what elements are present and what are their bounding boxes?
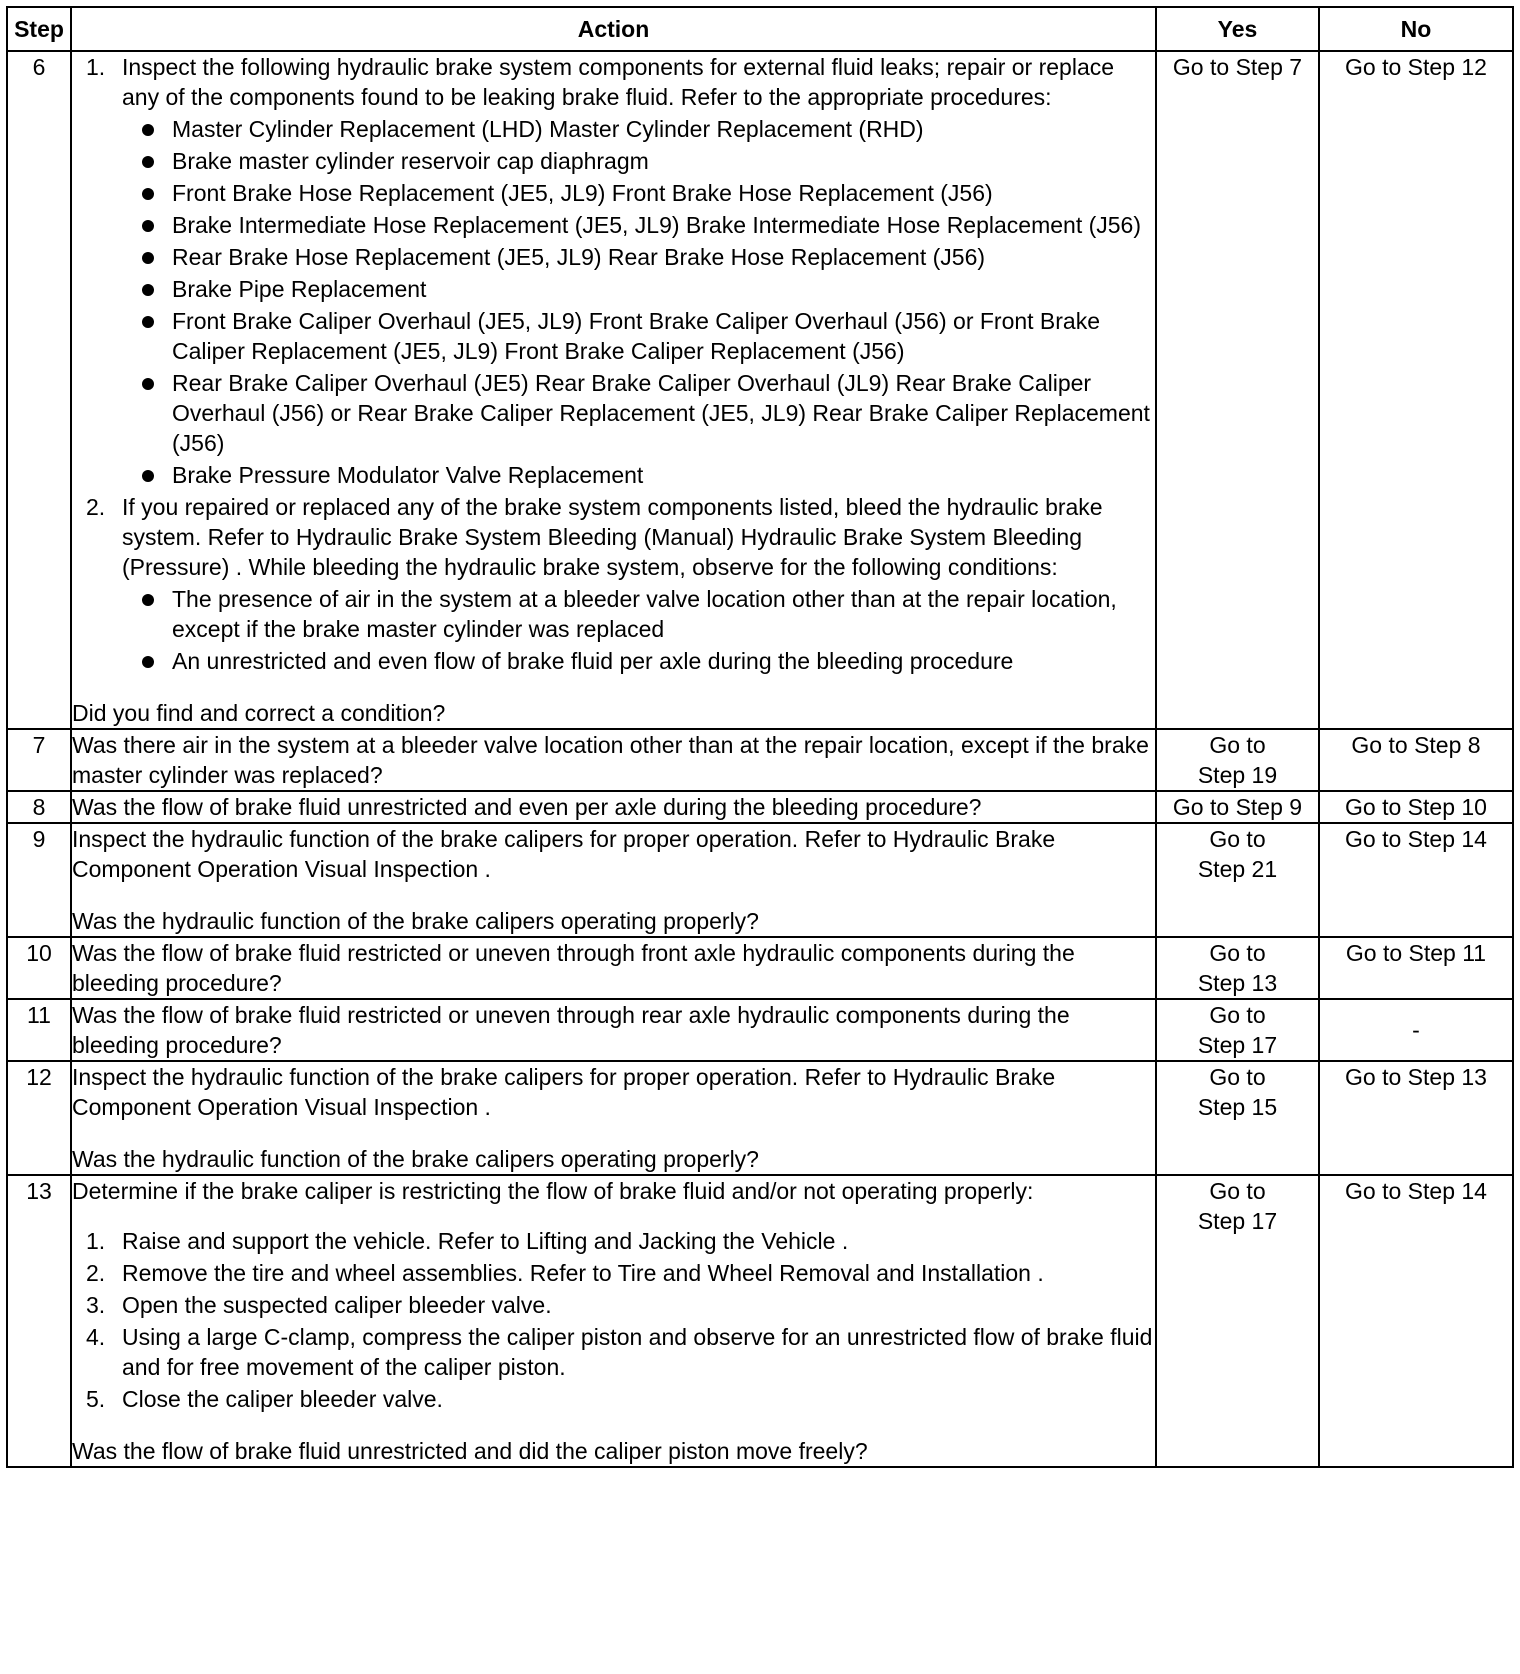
bullet-item	[72, 146, 1155, 176]
action-intro: Inspect the hydraulic function of the brake calipers for proper operation. Refer to Hydraulic Brake Component Operation Visual Inspection .	[72, 826, 1056, 882]
action-cell	[71, 999, 1156, 1061]
action-intro: Inspect the hydraulic function of the brake calipers for proper operation. Refer to Hydraulic Brake Component Operation Visual Inspection .	[72, 1064, 1056, 1120]
action-intro: Determine if the brake caliper is restricting the flow of brake fluid and/or not operating properly:	[72, 1178, 1034, 1204]
step-number: 7	[7, 729, 71, 791]
list-item	[72, 1384, 1155, 1414]
list-item-number: 2.	[86, 494, 106, 520]
action-cell	[71, 729, 1156, 791]
no-cell	[1319, 729, 1513, 791]
no-result: Go to Step 14	[1345, 1178, 1487, 1204]
action-question: Was the flow of brake fluid restricted or uneven through rear axle hydraulic components during the bleeding procedure?	[72, 1002, 1070, 1058]
list-item	[72, 52, 1155, 490]
bullet-icon	[142, 188, 154, 200]
yes-result: Go to Step 17	[1197, 1178, 1278, 1234]
header-row	[7, 7, 1513, 51]
list-item-number: 3.	[86, 1292, 106, 1318]
bullet-icon	[142, 470, 154, 482]
yes-cell	[1156, 937, 1319, 999]
bullet-item	[72, 274, 1155, 304]
bullet-text: Rear Brake Caliper Overhaul (JE5) Rear Brake Caliper Overhaul (JL9) Rear Brake Caliper Overhaul (J56) or Rear Brake Caliper Replacement (JE5, JL9) Rear Brake Caliper Replacement (J56)	[172, 370, 1150, 456]
no-cell	[1319, 1061, 1513, 1175]
bullet-icon	[142, 656, 154, 668]
bullet-text: An unrestricted and even flow of brake fluid per axle during the bleeding procedure	[172, 648, 1014, 674]
action-cell	[71, 937, 1156, 999]
list-item-number: 5.	[86, 1386, 106, 1412]
bullet-icon	[142, 220, 154, 232]
step-number: 13	[7, 1175, 71, 1467]
bullet-icon	[142, 316, 154, 328]
table-row	[7, 1061, 1513, 1175]
bullet-list	[122, 114, 1155, 490]
table-body	[7, 51, 1513, 1467]
bullet-icon	[142, 284, 154, 296]
bullet-item	[72, 646, 1155, 676]
action-cell	[71, 1175, 1156, 1467]
bullet-item	[72, 306, 1155, 366]
yes-result: Go to Step 15	[1197, 1064, 1278, 1120]
list-item-number: 1.	[86, 54, 106, 80]
diagnostic-table-container	[6, 6, 1512, 1468]
diagnostic-table	[6, 6, 1514, 1468]
action-cell	[71, 1061, 1156, 1175]
bullet-text: The presence of air in the system at a bleeder valve location other than at the repair location, except if the brake master cylinder was replaced	[172, 586, 1117, 642]
no-cell	[1319, 823, 1513, 937]
no-cell	[1319, 999, 1513, 1061]
action-cell	[71, 791, 1156, 823]
yes-cell	[1156, 999, 1319, 1061]
yes-result: Go to Step 9	[1172, 794, 1303, 820]
bullet-text: Master Cylinder Replacement (LHD) Master Cylinder Replacement (RHD)	[172, 116, 924, 142]
yes-cell	[1156, 791, 1319, 823]
no-cell	[1319, 937, 1513, 999]
list-item-number: 2.	[86, 1260, 106, 1286]
bullet-item	[72, 114, 1155, 144]
list-item-number: 4.	[86, 1324, 106, 1350]
action-cell	[71, 823, 1156, 937]
table-row	[7, 51, 1513, 729]
bullet-icon	[142, 252, 154, 264]
bullet-list	[122, 584, 1155, 676]
yes-cell	[1156, 1061, 1319, 1175]
yes-cell	[1156, 51, 1319, 729]
no-result: Go to Step 13	[1345, 1064, 1487, 1090]
bullet-text: Front Brake Hose Replacement (JE5, JL9) Front Brake Hose Replacement (J56)	[172, 180, 993, 206]
list-item	[72, 1290, 1155, 1320]
step-number: 8	[7, 791, 71, 823]
table-row	[7, 937, 1513, 999]
bullet-text: Brake Pipe Replacement	[172, 276, 427, 302]
header-step: Step	[7, 7, 71, 51]
step-number: 11	[7, 999, 71, 1061]
bullet-text: Brake Intermediate Hose Replacement (JE5, JL9) Brake Intermediate Hose Replacement (J56)	[172, 212, 1142, 238]
list-item-text: Inspect the following hydraulic brake system components for external fluid leaks; repair or replace any of the components found to be leaking brake fluid. Refer to the appropriate procedures:	[122, 54, 1115, 110]
table-row	[7, 1175, 1513, 1467]
numbered-list	[72, 1226, 1155, 1414]
no-result: Go to Step 11	[1345, 940, 1487, 966]
yes-cell	[1156, 823, 1319, 937]
no-result: Go to Step 14	[1345, 826, 1487, 852]
bullet-item	[72, 584, 1155, 644]
list-item-text: Using a large C-clamp, compress the caliper piston and observe for an unrestricted flow of brake fluid and for free movement of the caliper piston.	[122, 1324, 1153, 1380]
action-question: Was the flow of brake fluid restricted or uneven through front axle hydraulic components during the bleeding procedure?	[72, 940, 1075, 996]
yes-result: Go to Step 17	[1197, 1002, 1278, 1058]
action-question: Was the flow of brake fluid unrestricted and even per axle during the bleeding procedure?	[72, 794, 982, 820]
bullet-text: Brake master cylinder reservoir cap diaphragm	[172, 148, 649, 174]
action-question: Was there air in the system at a bleeder valve location other than at the repair location, except if the brake master cylinder was replaced?	[72, 732, 1149, 788]
bullet-item	[72, 242, 1155, 272]
list-item-text: Close the caliper bleeder valve.	[122, 1386, 443, 1412]
bullet-icon	[142, 594, 154, 606]
yes-result: Go to Step 21	[1197, 826, 1278, 882]
bullet-text: Rear Brake Hose Replacement (JE5, JL9) Rear Brake Hose Replacement (J56)	[172, 244, 986, 270]
yes-result: Go to Step 7	[1172, 54, 1303, 80]
numbered-list	[72, 52, 1155, 676]
list-item-text: Remove the tire and wheel assemblies. Refer to Tire and Wheel Removal and Installation .	[122, 1260, 1044, 1286]
bullet-text: Brake Pressure Modulator Valve Replacement	[172, 462, 644, 488]
no-cell	[1319, 791, 1513, 823]
header-yes: Yes	[1156, 7, 1319, 51]
yes-result: Go to Step 13	[1197, 940, 1278, 996]
table-row	[7, 823, 1513, 937]
header-no: No	[1319, 7, 1513, 51]
list-item-text: If you repaired or replaced any of the brake system components listed, bleed the hydraulic brake system. Refer to Hydraulic Brake System Bleeding (Manual) Hydraulic Brake System Bleeding (Pressure) . While bleeding the hydraulic brake system, observe for the following conditions:	[122, 494, 1103, 580]
no-cell	[1319, 51, 1513, 729]
action-cell	[71, 51, 1156, 729]
bullet-item	[72, 368, 1155, 458]
bullet-icon	[142, 124, 154, 136]
list-item	[72, 1226, 1155, 1256]
header-action: Action	[71, 7, 1156, 51]
list-item-text: Raise and support the vehicle. Refer to Lifting and Jacking the Vehicle .	[122, 1228, 849, 1254]
list-item	[72, 1322, 1155, 1382]
step-number: 6	[7, 51, 71, 729]
table-row	[7, 791, 1513, 823]
bullet-icon	[142, 156, 154, 168]
list-item-number: 1.	[86, 1228, 106, 1254]
table-row	[7, 999, 1513, 1061]
yes-cell	[1156, 1175, 1319, 1467]
list-item	[72, 492, 1155, 676]
action-question: Did you find and correct a condition?	[72, 700, 446, 726]
list-item-text: Open the suspected caliper bleeder valve.	[122, 1292, 552, 1318]
action-question: Was the flow of brake fluid unrestricted and did the caliper piston move freely?	[72, 1438, 868, 1464]
yes-result: Go to Step 19	[1197, 732, 1278, 788]
no-result: Go to Step 10	[1345, 794, 1487, 820]
no-result: -	[1412, 1017, 1420, 1043]
no-result: Go to Step 8	[1351, 732, 1481, 758]
action-question: Was the hydraulic function of the brake calipers operating properly?	[72, 1146, 759, 1172]
bullet-item	[72, 178, 1155, 208]
action-question: Was the hydraulic function of the brake calipers operating properly?	[72, 908, 759, 934]
table-row	[7, 729, 1513, 791]
bullet-text: Front Brake Caliper Overhaul (JE5, JL9) Front Brake Caliper Overhaul (J56) or Front Brake Caliper Replacement (JE5, JL9) Front Brake Caliper Replacement (J56)	[172, 308, 1101, 364]
bullet-item	[72, 460, 1155, 490]
step-number: 10	[7, 937, 71, 999]
no-result: Go to Step 12	[1345, 54, 1487, 80]
yes-cell	[1156, 729, 1319, 791]
bullet-item	[72, 210, 1155, 240]
bullet-icon	[142, 378, 154, 390]
step-number: 9	[7, 823, 71, 937]
list-item	[72, 1258, 1155, 1288]
no-cell	[1319, 1175, 1513, 1467]
step-number: 12	[7, 1061, 71, 1175]
